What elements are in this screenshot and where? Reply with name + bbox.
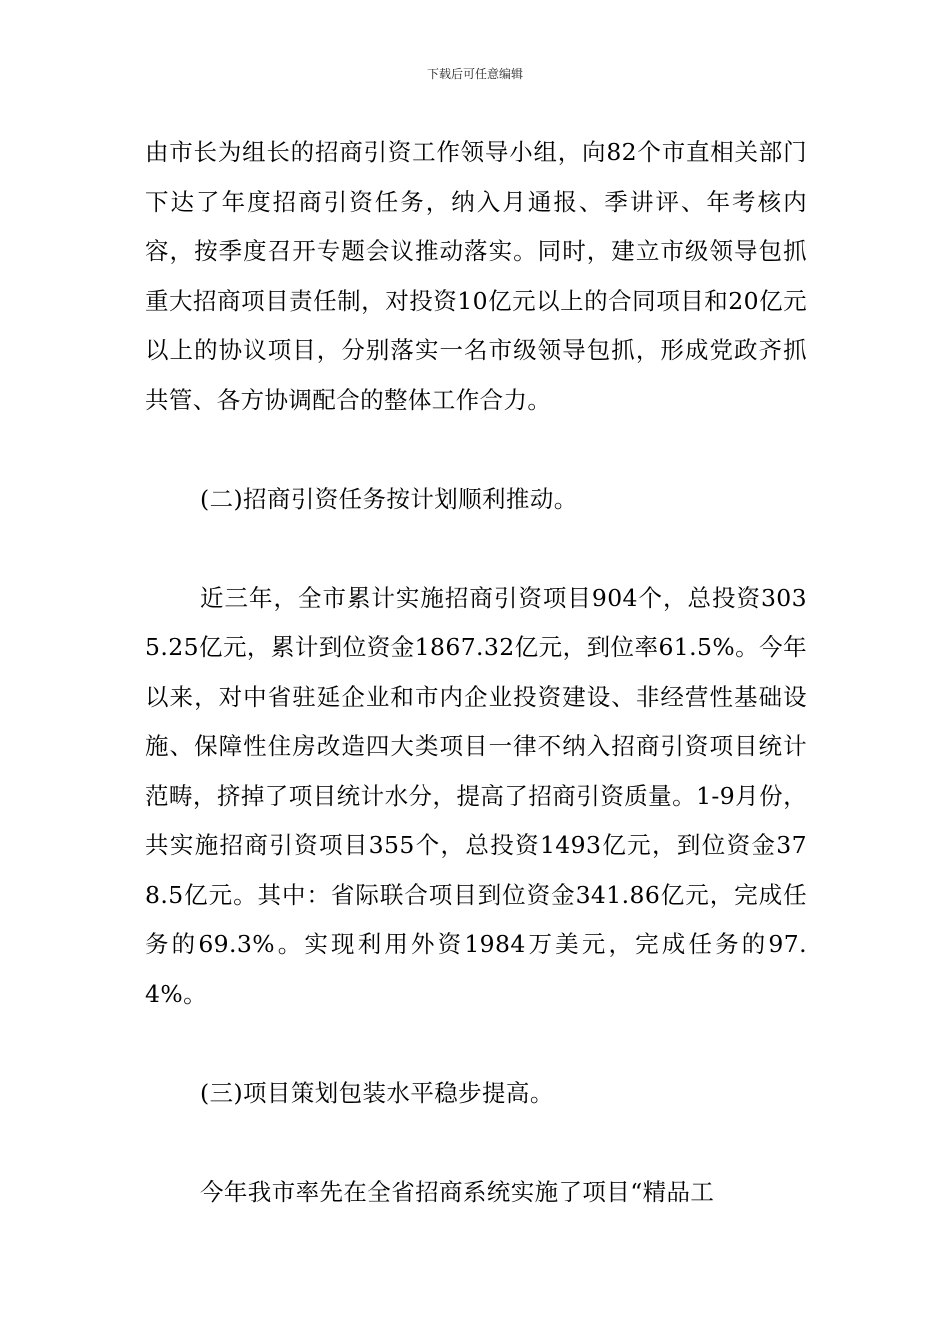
section-heading-2: (二)招商引资任务按计划顺利推动。	[200, 484, 578, 513]
document-body	[145, 128, 807, 1217]
paragraph-continuation: 由市长为组长的招商引资工作领导小组，向82个市直相关部门下达了年度招商引资任务，纳入月通报、季讲评、年考核内容，按季度召开专题会议推动落实。同时，建立市级领导包抓重大招商项目责任制，对投资10亿元以上的合同项目和20亿元以上的协议项目，分别落实一名市级领导包抓，形成党政齐抓共管、各方协调配合的整体工作合力。	[145, 138, 807, 414]
section-heading-3: (三)项目策划包装水平稳步提高。	[200, 1078, 554, 1107]
paragraph-project-planning: 今年我市率先在全省招商系统实施了项目“精品工	[200, 1177, 715, 1206]
paragraph-investment-stats: 近三年，全市累计实施招商引资项目904个，总投资3035.25亿元，累计到位资金1867.32亿元，到位率61.5%。今年以来，对中省驻延企业和市内企业投资建设、非经营性基础设施、保障性住房改造四大类项目一律不纳入招商引资项目统计范畴，挤掉了项目统计水分，提高了招商引资质量。1-9月份，共实施招商引资项目355个，总投资1493亿元，到位资金378.5亿元。其中：省际联合项目到位资金341.86亿元，完成任务的69.3%。实现利用外资1984万美元，完成任务的97.4%。	[145, 583, 807, 1008]
page-header-note: 下载后可任意编辑	[426, 67, 523, 81]
